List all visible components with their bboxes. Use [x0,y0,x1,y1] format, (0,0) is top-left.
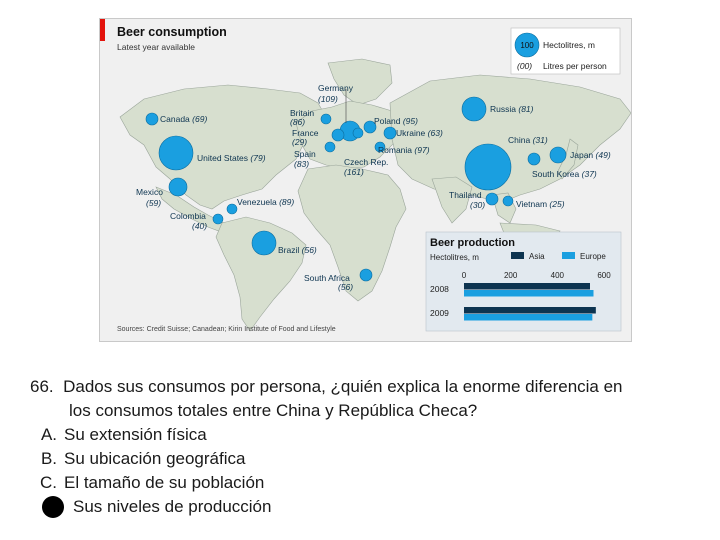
production-unit: Hectolitres, m [430,253,479,262]
option-d[interactable] [30,495,720,519]
bubble-france [332,129,344,141]
bubble-thailand [486,193,498,205]
label-colombia: Colombia [170,211,206,221]
label-mexico-value: (59) [146,198,162,208]
production-tick-200: 200 [503,271,518,280]
bubble-ukraine [384,127,396,139]
option-c[interactable] [30,471,720,495]
label-vietnam: Vietnam (25) [516,199,565,209]
label-colombia-value: (40) [192,221,208,231]
map-title: Beer consumption [117,25,227,39]
beer-production-chart [426,232,621,331]
question-line-2 [30,399,720,423]
legend-bubble-label: Hectolitres, m [543,40,595,50]
option-a[interactable] [30,423,720,447]
production-year-2009: 2009 [430,308,449,318]
bubble-united-states [159,136,193,170]
label-south-africa: South Africa [304,273,350,283]
bubble-south-africa [360,269,372,281]
option-a-letter: A. [40,425,57,444]
selected-answer-marker [42,496,64,518]
bubble-china [465,144,511,190]
map-source: Sources: Credit Suisse; Canadean; Kirin Institute of Food and Lifestyle [117,326,336,333]
legend-per-person-sample: (00) [517,61,533,71]
label-russia: Russia (81) [490,104,534,114]
size-legend [511,28,620,74]
bar-asia-2008 [464,283,590,290]
label-thailand: Thailand [449,190,482,200]
bubble-britain [321,114,331,124]
production-tick-400: 400 [550,271,565,280]
label-venezuela: Venezuela (89) [237,197,295,207]
bar-europe-2009 [464,314,592,321]
option-b-text: Su ubicación geográfica [64,449,246,468]
bubble-mexico [169,178,187,196]
label-south-africa-value: (56) [338,282,354,292]
label-thailand-value: (30) [470,200,486,210]
title-accent-bar [100,19,105,41]
legend-per-person-label: Litres per person [543,61,607,71]
label-south-korea: South Korea (37) [532,169,597,179]
bubble-czech [353,128,363,138]
label-canada: Canada (69) [160,114,208,124]
legend-label-europe: Europe [580,252,606,261]
bar-asia-2009 [464,307,596,314]
label-brazil: Brazil (56) [278,245,317,255]
legend-bubble-sample: 100 [520,41,534,50]
bubble-japan [550,147,566,163]
label-poland: Poland (95) [374,116,418,126]
option-b-letter: B. [40,449,57,468]
option-d-text: Sus niveles de producción [73,497,272,516]
production-title: Beer production [430,237,515,249]
question-line-1 [30,375,720,399]
legend-swatch-asia [511,252,524,259]
label-united-states: United States (79) [197,153,266,163]
beer-consumption-map-figure [99,18,632,342]
label-france-value: (29) [292,137,308,147]
exam-question [30,375,720,519]
option-c-letter: C. [40,473,57,492]
bubble-russia [462,97,486,121]
bubble-vietnam [503,196,513,206]
production-tick-0: 0 [461,271,467,280]
bubble-venezuela [227,204,237,214]
production-tick-600: 600 [597,271,611,280]
label-spain-value: (83) [294,159,310,169]
bubble-canada [146,113,158,125]
question-number: 66. [30,377,54,396]
question-text-2: los consumos totales entre China y República Checa? [69,401,478,420]
question-text-1: Dados sus consumos por persona, ¿quién explica la enorme diferencia en [63,377,623,396]
bubble-spain [325,142,335,152]
bar-europe-2008 [464,290,594,297]
bubble-colombia [213,214,223,224]
bubble-south-korea [528,153,540,165]
label-spain: Spain [294,149,316,159]
option-a-text: Su extensión física [64,425,207,444]
map-subtitle: Latest year available [117,42,195,52]
bubble-brazil [252,231,276,255]
option-c-text: El tamaño de su población [64,473,265,492]
legend-swatch-europe [562,252,575,259]
production-year-2008: 2008 [430,284,449,294]
label-romania: Romania (97) [378,145,430,155]
legend-label-asia: Asia [529,252,545,261]
label-britain-value: (86) [290,117,306,127]
label-czech-value: (161) [344,167,364,177]
label-germany-value: (109) [318,94,338,104]
label-ukraine: Ukraine (63) [396,128,443,138]
label-france: France [292,128,319,138]
label-china: China (31) [508,135,548,145]
option-b[interactable] [30,447,720,471]
label-japan: Japan (49) [570,150,611,160]
label-mexico: Mexico [136,187,163,197]
world-map [100,19,631,341]
label-czech: Czech Rep. [344,157,389,167]
label-germany: Germany [318,83,353,93]
label-britain: Britain [290,108,315,118]
